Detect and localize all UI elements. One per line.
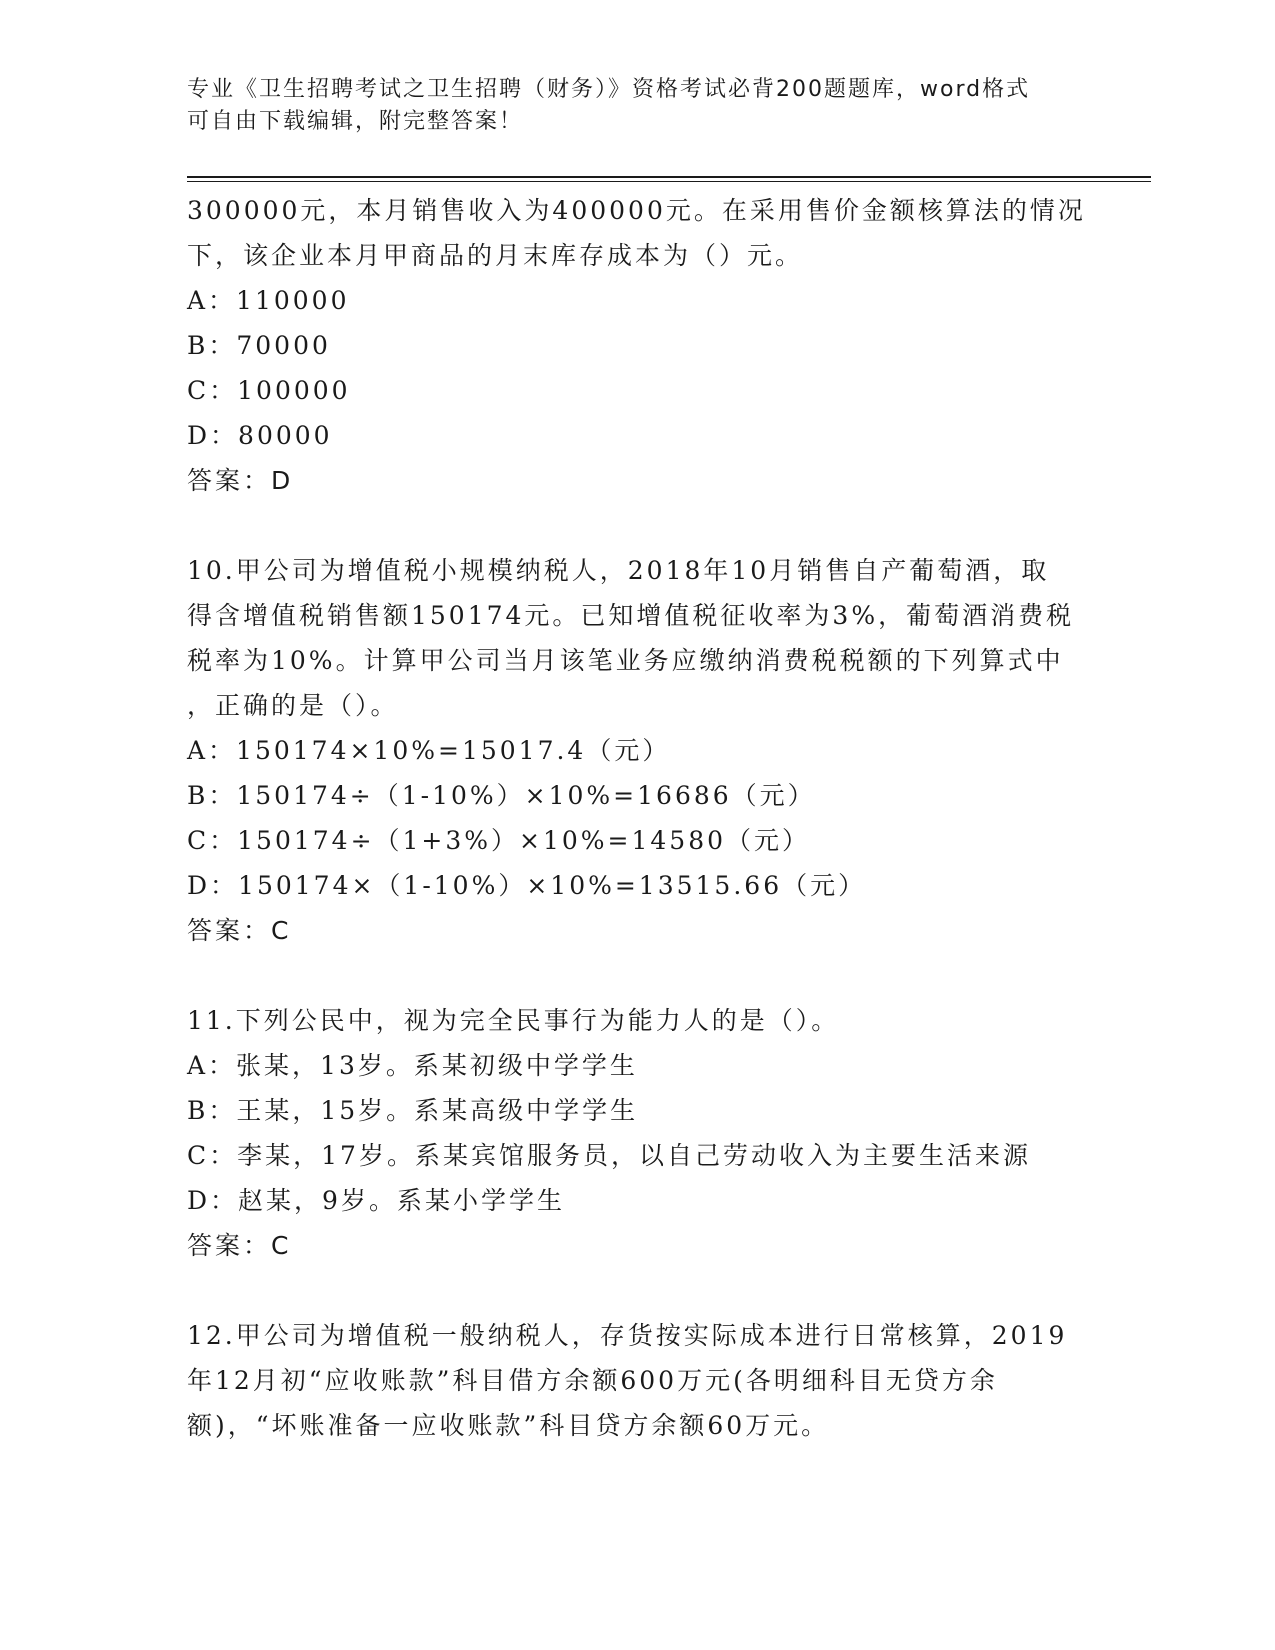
option-a: A：张某，13岁。系某初级中学学生 [187,1051,638,1080]
spacer [187,953,1087,998]
option-c: C：150174÷（1+3%）×10%=14580（元） [187,826,811,855]
document-header [187,74,1087,138]
question-9 [187,188,1087,503]
spacer [187,503,1087,548]
question-12 [187,1313,1087,1448]
header-line-1: 专业《卫生招聘考试之卫生招聘（财务）》资格考试必背200题题库，word格式 [187,77,1031,102]
option-b: B：70000 [187,331,331,360]
question-stem-line: 得含增值税销售额150174元。已知增值税征收率为3%，葡萄酒消费税 [187,601,1075,630]
header-line-2: 可自由下载编辑，附完整答案！ [187,109,524,134]
question-stem-line: 税率为10%。计算甲公司当月该笔业务应缴纳消费税税额的下列算式中 [187,646,1064,675]
question-stem-line: 12.甲公司为增值税一般纳税人，存货按实际成本进行日常核算，2019 [187,1321,1068,1350]
question-stem-line: 300000元，本月销售收入为400000元。在采用售价金额核算法的情况 [187,196,1086,225]
question-stem-line: 额)，“坏账准备一应收账款”科目贷方余额60万元。 [187,1411,830,1440]
question-stem-line: 10.甲公司为增值税小规模纳税人，2018年10月销售自产葡萄酒，取 [187,556,1050,585]
option-c: C：李某，17岁。系某宾馆服务员，以自己劳动收入为主要生活来源 [187,1141,1031,1170]
question-stem-line: 下，该企业本月甲商品的月末库存成本为（）元。 [187,241,804,270]
answer-line: 答案：D [187,466,294,495]
option-b: B：150174÷（1-10%）×10%=16686（元） [187,781,816,810]
header-divider-thin [187,181,1151,182]
spacer [187,1268,1087,1313]
option-d: D：150174×（1-10%）×10%=13515.66（元） [187,871,867,900]
question-stem-line: 年12月初“应收账款”科目借方余额600万元(各明细科目无贷方余 [187,1366,998,1395]
option-d: D：赵某，9岁。系某小学学生 [187,1186,565,1215]
answer-line: 答案：C [187,916,292,945]
question-stem-line: 11.下列公民中，视为完全民事行为能力人的是（）。 [187,1006,840,1035]
option-a: A：110000 [187,286,350,315]
question-11 [187,998,1087,1268]
answer-line: 答案：C [187,1231,292,1260]
question-10 [187,548,1087,953]
document-body [187,188,1087,1448]
option-c: C：100000 [187,376,351,405]
option-d: D：80000 [187,421,333,450]
header-divider-thick [187,176,1151,178]
option-a: A：150174×10%=15017.4（元） [187,736,671,765]
option-b: B：王某，15岁。系某高级中学学生 [187,1096,639,1125]
question-stem-line: ，正确的是（）。 [187,691,399,720]
